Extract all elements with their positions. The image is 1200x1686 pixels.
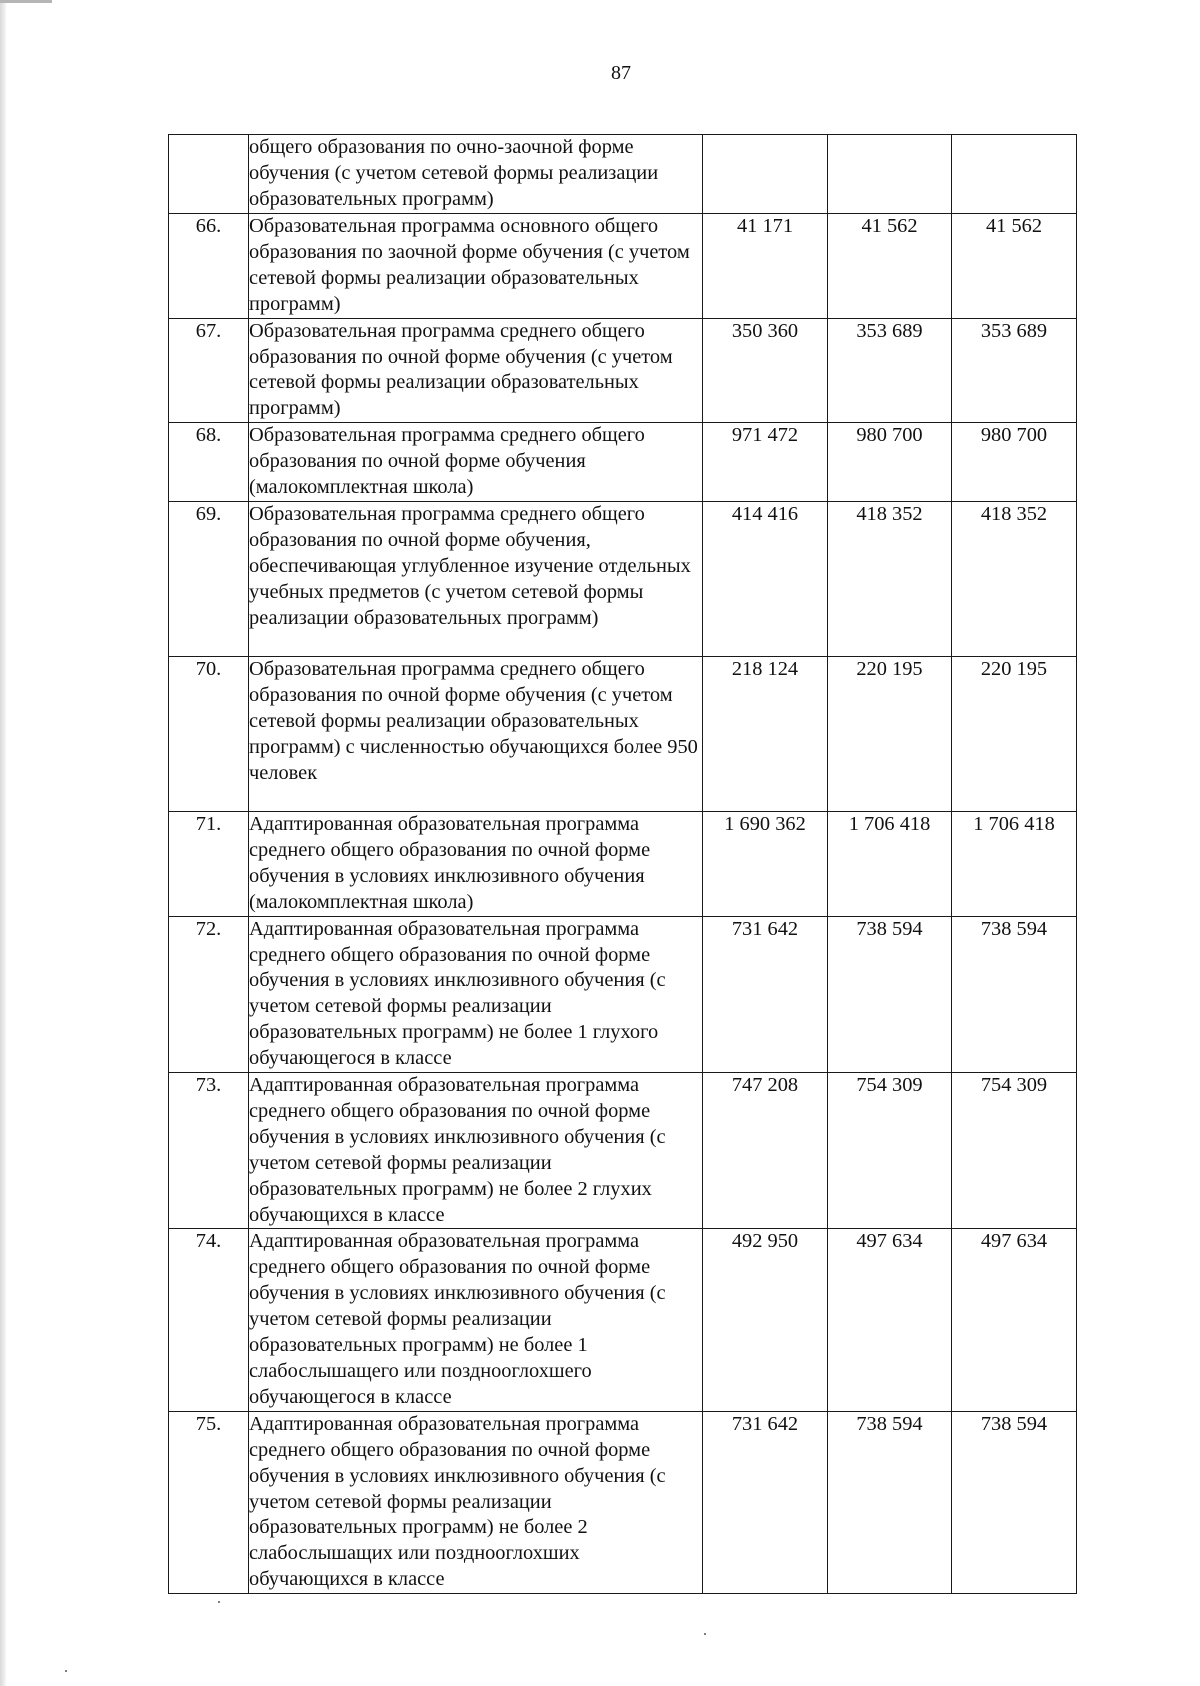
- value-cell: 1 706 418: [952, 811, 1077, 916]
- scan-speck: [65, 1670, 67, 1672]
- value-cell: 980 700: [828, 423, 952, 502]
- table-row: [169, 1229, 1077, 1411]
- scan-corner-mark: [0, 0, 52, 3]
- row-number: [169, 135, 249, 214]
- value-cell: [703, 135, 828, 214]
- table-row: [169, 318, 1077, 423]
- program-name: Адаптированная образовательная программа среднего общего образования по очной форме обучения в условиях инклюзивного обучения (с учетом сетевой формы реализации образовательных программ) не более 2 слабослышащих или позднооглохших обучающихся в классе: [249, 1411, 703, 1593]
- value-cell: 738 594: [952, 916, 1077, 1072]
- value-cell: [828, 135, 952, 214]
- value-cell: 350 360: [703, 318, 828, 423]
- value-cell: 220 195: [828, 656, 952, 811]
- value-cell: 731 642: [703, 1411, 828, 1593]
- value-cell: 41 562: [952, 214, 1077, 319]
- row-number: 66.: [169, 214, 249, 319]
- program-name: Адаптированная образовательная программа среднего общего образования по очной форме обучения в условиях инклюзивного обучения (малокомплектная школа): [249, 811, 703, 916]
- table-row: [169, 656, 1077, 811]
- program-name: Адаптированная образовательная программа среднего общего образования по очной форме обучения в условиях инклюзивного обучения (с учетом сетевой формы реализации образовательных программ) не более 1 глухого обучающегося в классе: [249, 916, 703, 1072]
- row-number: 75.: [169, 1411, 249, 1593]
- table-row: [169, 811, 1077, 916]
- value-cell: 1 706 418: [828, 811, 952, 916]
- row-number: 68.: [169, 423, 249, 502]
- value-cell: 747 208: [703, 1073, 828, 1229]
- program-name: Образовательная программа основного общего образования по заочной форме обучения (с учетом сетевой формы реализации образовательных программ): [249, 214, 703, 319]
- value-cell: 738 594: [828, 1411, 952, 1593]
- program-name: Образовательная программа среднего общего образования по очной форме обучения (малокомплектная школа): [249, 423, 703, 502]
- program-name: Адаптированная образовательная программа среднего общего образования по очной форме обучения в условиях инклюзивного обучения (с учетом сетевой формы реализации образовательных программ) не более 2 глухих обучающихся в классе: [249, 1073, 703, 1229]
- value-cell: 754 309: [952, 1073, 1077, 1229]
- table-row: [169, 423, 1077, 502]
- row-number: 72.: [169, 916, 249, 1072]
- scan-speck: [704, 1633, 706, 1635]
- table-row: [169, 1411, 1077, 1593]
- value-cell: 971 472: [703, 423, 828, 502]
- value-cell: 41 171: [703, 214, 828, 319]
- table-row: [169, 501, 1077, 656]
- value-cell: 418 352: [828, 501, 952, 656]
- value-cell: 353 689: [828, 318, 952, 423]
- program-name: Адаптированная образовательная программа среднего общего образования по очной форме обучения в условиях инклюзивного обучения (с учетом сетевой формы реализации образовательных программ) не более 1 слабослышащего или позднооглохшего обучающегося в классе: [249, 1229, 703, 1411]
- program-name: Образовательная программа среднего общего образования по очной форме обучения, обеспечивающая углубленное изучение отдельных учебных предметов (с учетом сетевой формы реализации образовательных программ): [249, 501, 703, 656]
- row-number: 71.: [169, 811, 249, 916]
- value-cell: 731 642: [703, 916, 828, 1072]
- value-cell: 353 689: [952, 318, 1077, 423]
- scan-edge: [0, 0, 6, 1686]
- cost-table: [168, 134, 1077, 1594]
- table-row: [169, 1073, 1077, 1229]
- value-cell: 418 352: [952, 501, 1077, 656]
- program-name: Образовательная программа среднего общего образования по очной форме обучения (с учетом сетевой формы реализации образовательных программ): [249, 318, 703, 423]
- row-number: 70.: [169, 656, 249, 811]
- value-cell: 218 124: [703, 656, 828, 811]
- value-cell: 497 634: [828, 1229, 952, 1411]
- value-cell: 738 594: [952, 1411, 1077, 1593]
- value-cell: 414 416: [703, 501, 828, 656]
- value-cell: 738 594: [828, 916, 952, 1072]
- scan-speck: [218, 1601, 220, 1603]
- value-cell: 41 562: [828, 214, 952, 319]
- page-number: 87: [611, 62, 631, 84]
- value-cell: [952, 135, 1077, 214]
- value-cell: 497 634: [952, 1229, 1077, 1411]
- row-number: 69.: [169, 501, 249, 656]
- value-cell: 1 690 362: [703, 811, 828, 916]
- row-number: 73.: [169, 1073, 249, 1229]
- value-cell: 754 309: [828, 1073, 952, 1229]
- row-number: 74.: [169, 1229, 249, 1411]
- value-cell: 492 950: [703, 1229, 828, 1411]
- row-number: 67.: [169, 318, 249, 423]
- program-name: Образовательная программа среднего общего образования по очной форме обучения (с учетом сетевой формы реализации образовательных программ) с численностью обучающихся более 950 человек: [249, 656, 703, 811]
- program-name: общего образования по очно-заочной форме обучения (с учетом сетевой формы реализации образовательных программ): [249, 135, 703, 214]
- table-row: [169, 916, 1077, 1072]
- table-row: [169, 214, 1077, 319]
- value-cell: 220 195: [952, 656, 1077, 811]
- value-cell: 980 700: [952, 423, 1077, 502]
- table-row: [169, 135, 1077, 214]
